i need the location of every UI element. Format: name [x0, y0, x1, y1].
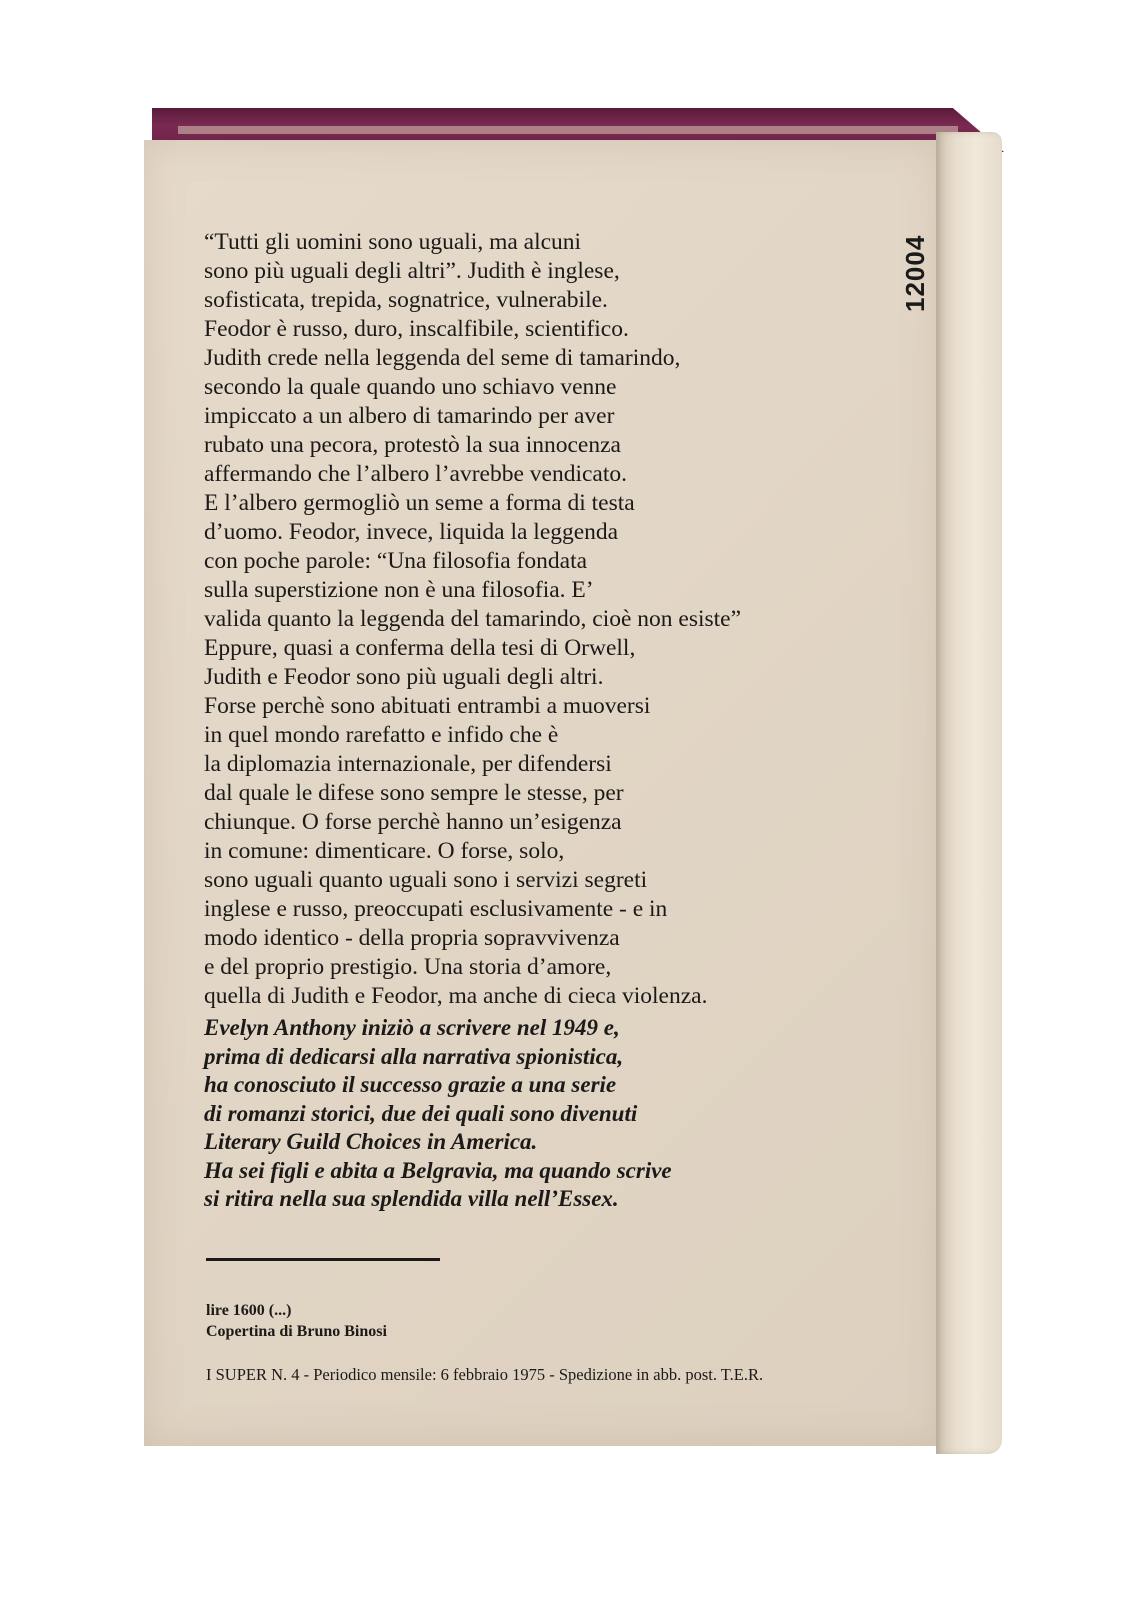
- synopsis-text: [204, 228, 844, 1011]
- synopsis-line: “Tutti gli uomini sono uguali, ma alcuni: [204, 229, 582, 255]
- synopsis-line: con poche parole: “Una filosofia fondata: [204, 548, 588, 574]
- synopsis-line: modo identico - della propria sopravvivenza: [204, 925, 620, 951]
- catalog-number: 12004: [900, 234, 930, 312]
- synopsis-line: sofisticata, trepida, sognatrice, vulnerabile.: [204, 287, 608, 313]
- synopsis-line: impiccato a un albero di tamarindo per aver: [204, 403, 615, 429]
- bio-line: Evelyn Anthony iniziò a scrivere nel 1949 e,: [204, 1015, 620, 1040]
- synopsis-line: sulla superstizione non è una filosofia. E’: [204, 577, 594, 603]
- synopsis-line: sono più uguali degli altri”. Judith è inglese,: [204, 258, 620, 284]
- synopsis-line: E l’albero germogliò un seme a forma di testa: [204, 490, 635, 516]
- author-bio: [204, 1014, 844, 1214]
- synopsis-line: Judith crede nella leggenda del seme di tamarindo,: [204, 345, 681, 371]
- synopsis-line: d’uomo. Feodor, invece, liquida la leggenda: [204, 519, 619, 545]
- divider-rule: [206, 1258, 440, 1261]
- synopsis-line: Forse perchè sono abituati entrambi a muoversi: [204, 693, 651, 719]
- synopsis-line: valida quanto la leggenda del tamarindo, cioè non esiste”: [204, 606, 742, 632]
- bio-line: si ritira nella sua splendida villa nell’Essex.: [204, 1186, 619, 1211]
- synopsis-line: inglese e russo, preoccupati esclusivamente - e in: [204, 896, 668, 922]
- synopsis-line: e del proprio prestigio. Una storia d’amore,: [204, 954, 612, 980]
- bio-line: di romanzi storici, due dei quali sono divenuti: [204, 1100, 638, 1126]
- synopsis-line: rubato una pecora, protestò la sua innocenza: [204, 432, 621, 458]
- synopsis-line: dal quale le difese sono sempre le stesse, per: [204, 780, 624, 806]
- synopsis-line: in quel mondo rarefatto e infido che è: [204, 722, 559, 748]
- bio-line: Ha sei figli e abita a Belgravia, ma quando scrive: [204, 1157, 672, 1183]
- bio-line: ha conosciuto il successo grazie a una serie: [204, 1072, 617, 1097]
- page-block-edge: [178, 126, 958, 134]
- synopsis-line: secondo la quale quando uno schiavo venne: [204, 374, 617, 400]
- price-label: lire 1600 (...): [206, 1302, 292, 1319]
- synopsis-line: chiunque. O forse perchè hanno un’esigenza: [204, 809, 622, 835]
- publication-imprint: I SUPER N. 4 - Periodico mensile: 6 febbraio 1975 - Spedizione in abb. post. T.E.R.: [206, 1365, 764, 1384]
- synopsis-line: la diplomazia internazionale, per difendersi: [204, 751, 612, 777]
- bio-line: Literary Guild Choices in America.: [204, 1129, 538, 1154]
- synopsis-line: Eppure, quasi a conferma della tesi di Orwell,: [204, 635, 636, 661]
- cover-artist-credit: Copertina di Bruno Binosi: [206, 1323, 387, 1340]
- synopsis-line: sono uguali quanto uguali sono i servizi segreti: [204, 867, 648, 893]
- synopsis-line: affermando che l’albero l’avrebbe vendicato.: [204, 461, 627, 487]
- synopsis-line: Feodor è russo, duro, inscalfibile, scientifico.: [204, 316, 629, 342]
- synopsis-line: in comune: dimenticare. O forse, solo,: [204, 838, 565, 864]
- bio-line: prima di dedicarsi alla narrativa spionistica,: [204, 1043, 624, 1069]
- book-spine: [936, 132, 1002, 1454]
- synopsis-line: quella di Judith e Feodor, ma anche di cieca violenza.: [204, 983, 708, 1009]
- credits-block: [206, 1300, 387, 1342]
- synopsis-line: Judith e Feodor sono più uguali degli altri.: [204, 664, 604, 690]
